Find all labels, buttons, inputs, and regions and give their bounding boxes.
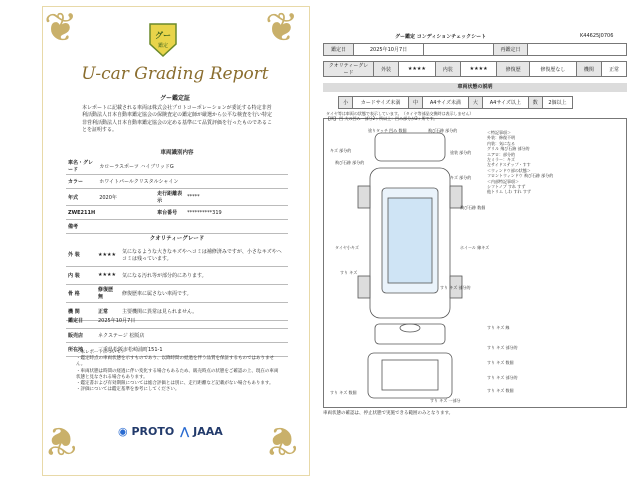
interior-label: 内装 bbox=[435, 62, 460, 77]
frame-desc: 修復歴車に属さない車両です。 bbox=[120, 284, 288, 302]
interior-desc: 気になる汚れ等が部分的にあります。 bbox=[120, 266, 288, 284]
remark-label: 備考 bbox=[66, 220, 97, 234]
sheet-footer-note: 車両状態の確認は、停止状態で実施できる範囲のみとなります。 bbox=[323, 411, 454, 416]
svg-text:グー: グー bbox=[155, 31, 171, 40]
document-id: K44625J0706 bbox=[580, 33, 614, 39]
inspection-date-value: 2025年10月7日 bbox=[354, 44, 424, 56]
inspection-date-label: 鑑定日 bbox=[324, 44, 354, 56]
damage-label-6: キズ 部分的 bbox=[450, 175, 472, 180]
year-value: 2020年 bbox=[97, 189, 155, 206]
damage-label-3: キズ 部分的 bbox=[330, 148, 352, 153]
size-large-label: 大 bbox=[468, 97, 482, 109]
exterior-label: 外装 bbox=[374, 62, 399, 77]
shop-value: ネクステージ 松阪店 bbox=[96, 328, 288, 342]
year-label: 年式 bbox=[66, 189, 97, 206]
exterior-grade: ★★★★ bbox=[96, 244, 120, 266]
damage-label-10: すり キズ bbox=[340, 270, 358, 275]
exterior-desc: 気になるような大きなキズやヘコミは補修済みですが、小さなキズやヘコミは残っています。 bbox=[120, 244, 288, 266]
inspection-date-value: 2025年10月7日 bbox=[96, 314, 288, 328]
damage-label-13: すり キズ 部分的 bbox=[487, 345, 518, 350]
damage-label-4: 飛び石跡 部分的 bbox=[335, 160, 365, 165]
date-row-table bbox=[323, 43, 627, 56]
damage-label-9: ホイール 線キズ bbox=[460, 245, 490, 250]
damage-label-17: すり キズ 数個 bbox=[330, 390, 357, 395]
proto-logo: ◉ PROTO bbox=[118, 425, 175, 438]
size-medium-desc: A4サイズ未満 bbox=[423, 97, 469, 109]
exterior-stars: ★★★★ bbox=[399, 62, 436, 77]
size-large-desc: A4サイズ以上 bbox=[483, 97, 529, 109]
count-desc: 2個以上 bbox=[542, 97, 572, 109]
address-label: 所在地 bbox=[66, 342, 96, 356]
inspection-date-label: 鑑定日 bbox=[66, 314, 96, 328]
certificate-title: グー鑑定証 bbox=[159, 95, 190, 102]
diagram-note-1: タイヤ等は車両の状態で表示しています。（タイヤ等部品交換時は表示しません） bbox=[326, 111, 474, 116]
interior-label: 内 装 bbox=[66, 266, 96, 284]
mileage-value: ***** bbox=[185, 189, 288, 206]
engine-value: 正常 bbox=[601, 62, 626, 77]
address-value: 三重県松阪市松崎浦町151-1 bbox=[96, 342, 288, 356]
diagram-note-2: 【例】 凹 大の凹み一部分2ヶ所以上：凹み部分が2ヶ所です。 bbox=[326, 116, 438, 121]
interior-stars: ★★★★ bbox=[460, 62, 497, 77]
damage-label-2: 飛び石跡 部分的 bbox=[428, 128, 458, 133]
frame-label: 骨 格 bbox=[66, 284, 96, 302]
quality-section-title: クオリティーグレード bbox=[149, 236, 205, 242]
interior-grade: ★★★★ bbox=[96, 266, 120, 284]
name-value: カローラスポーツ ハイブリッドG bbox=[97, 158, 288, 175]
damage-label-7: 飛び石跡 数個 bbox=[460, 205, 486, 210]
mileage-label: 走行距離表示 bbox=[155, 189, 185, 206]
ornament-top-right: ❦ bbox=[265, 5, 299, 51]
intro-text: 本レポートに記載される車両は株式会社プロトコーポレーションが委託する特定非営利活動法人日本自動車鑑定協会の保険査定の鑑定師が厳選から公平な検査を行い特定非営利活動法人日本自動車鑑定協会の定める基準にて品質評価を行ったものであることを証明する。 bbox=[82, 105, 273, 133]
damage-label-1: 塗りタッチ 凹み 数個 bbox=[368, 128, 407, 133]
vehicle-section-title: 車両識別内容 bbox=[160, 150, 194, 156]
color-label: カラー bbox=[66, 175, 97, 189]
goo-badge-icon bbox=[148, 22, 178, 58]
engine-desc: 主要機関に異常は見られません。 bbox=[120, 302, 288, 320]
reinspection-date-value bbox=[528, 44, 627, 56]
size-medium-label: 中 bbox=[408, 97, 422, 109]
repair-history-value: 修復歴なし bbox=[529, 62, 576, 77]
report-notes: ＜本レポートについて＞ ・鑑定時点の車両状態を示すものであり、以降時間の経過を伴う品質を保証するものではありません。 ・車両状態は時間の経過に伴い変化する場合もあるため、販売時点の状態をご確認の上、現在の車両状態と見なされる場合もあります。 ・鑑定書および有効期限については総合評価とは別に、走行距離など記載がない場合もあります。 ・評価については鑑定基準を参考にしてください。 bbox=[76, 350, 279, 393]
color-value: ホワイトパールクリスタルシャイン bbox=[97, 175, 288, 189]
report-title: U-car Grading Report bbox=[81, 64, 269, 84]
damage-label-16: すり キズ 数個 bbox=[487, 388, 514, 393]
svg-text:鑑定: 鑑定 bbox=[157, 43, 169, 49]
damage-label-14: すり キズ 数個 bbox=[487, 360, 514, 365]
quality-table bbox=[66, 244, 288, 321]
ornament-top-left: ❦ bbox=[44, 5, 78, 51]
ornament-bottom-left: ❦ bbox=[44, 417, 78, 463]
vehicle-table bbox=[66, 158, 288, 234]
sheet-title: グー鑑定 コンディションチェックシート bbox=[395, 34, 487, 40]
exterior-label: 外 装 bbox=[66, 244, 96, 266]
size-small-label: 小 bbox=[339, 97, 353, 109]
frame-grade: 修復歴 無 bbox=[96, 284, 120, 302]
engine-grade: 正常 bbox=[96, 302, 120, 320]
car-diagram-icon bbox=[330, 128, 490, 403]
damage-label-12: すり キズ 線 bbox=[487, 325, 510, 330]
damage-label-15: すり キズ 部分的 bbox=[487, 375, 518, 380]
chassis-label: 車台番号 bbox=[155, 206, 185, 220]
damage-label-18: すり キズ 一部分 bbox=[430, 398, 461, 403]
damage-label-8: タイヤ小キズ bbox=[335, 245, 359, 250]
damage-label-5: 塗装 部分的 bbox=[450, 150, 472, 155]
engine-label: 機 関 bbox=[66, 302, 96, 320]
chassis-value: **********319 bbox=[185, 206, 288, 220]
reinspection-date-label: 再鑑定日 bbox=[494, 44, 528, 56]
size-legend-table bbox=[338, 96, 573, 109]
name-label: 車名・グレード bbox=[66, 158, 97, 175]
ornament-bottom-right: ❦ bbox=[265, 417, 299, 463]
jaaa-logo: ⋀ JAAA bbox=[180, 425, 223, 438]
quality-grade-label: クオリティーグレード bbox=[324, 62, 374, 77]
repair-history-label: 修復歴 bbox=[497, 62, 529, 77]
engine-label: 機関 bbox=[576, 62, 601, 77]
special-notes: ＜特記事項＞ 外装：修復不明 内装：気になる グリル 飛び石跡 部分的 エアロ：部分的 左ミラー：キズ 左サイドステップ・すす ＜ウィンドウ部の状態＞ フロントウィンドウ 飛び石跡 部分的 ＜内部特記事項＞ シフトノブ すれ すず 他トリム しわ すれ すず bbox=[487, 130, 554, 195]
model-value: ZWE211H bbox=[66, 206, 97, 220]
count-label: 数 bbox=[528, 97, 542, 109]
diagram-section-title: 車両状態の説明 bbox=[323, 83, 627, 92]
shop-label: 販売店 bbox=[66, 328, 96, 342]
grade-row-table bbox=[323, 61, 627, 77]
size-small-desc: カードサイズ未満 bbox=[353, 97, 409, 109]
damage-label-11: すり キズ 部分的 bbox=[440, 285, 471, 290]
